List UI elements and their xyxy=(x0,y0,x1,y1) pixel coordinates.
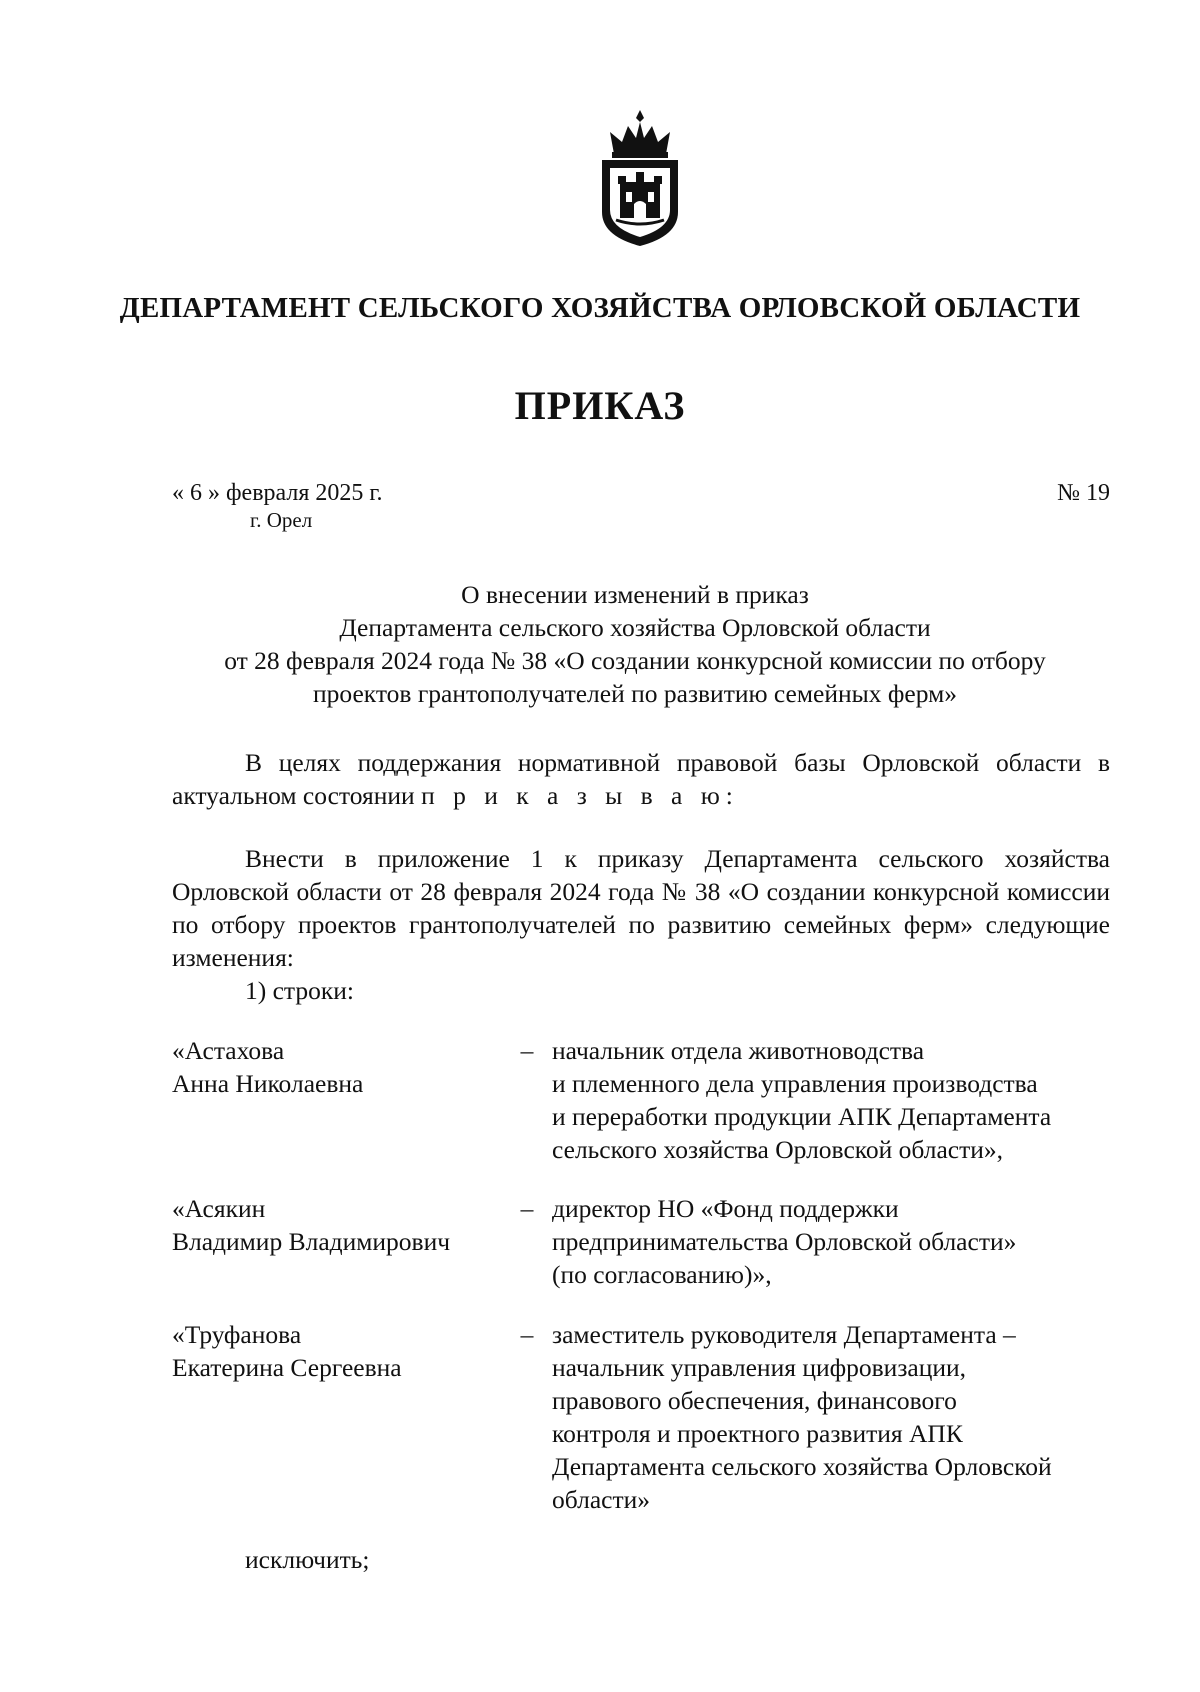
member-surname: «Асякин xyxy=(172,1194,266,1223)
main-paragraph xyxy=(172,842,1110,974)
separator-dash: – xyxy=(520,1320,534,1349)
department-name: ДЕПАРТАМЕНТ СЕЛЬСКОГО ХОЗЯЙСТВА ОРЛОВСКОЙ ОБЛАСТИ xyxy=(119,292,1081,324)
preamble-paragraph xyxy=(172,746,1110,812)
separator-dash: – xyxy=(520,1194,534,1223)
subject-line: Департамента сельского хозяйства Орловской области xyxy=(339,613,931,642)
member-role: заместитель руководителя Департамента – начальник управления цифровизации, правового обеспечения, финансового контроля и проектного развития АПК Департамента сельского хозяйства Орловской области» xyxy=(552,1320,1052,1514)
coat-of-arms-icon xyxy=(592,108,688,248)
document-type-title: ПРИКАЗ xyxy=(514,383,686,428)
member-given-name: Анна Николаевна xyxy=(172,1069,364,1098)
member-surname: «Труфанова xyxy=(172,1320,302,1349)
member-role: директор НО «Фонд поддержки предпринимательства Орловской области» (по согласованию)», xyxy=(552,1194,1017,1289)
main-text: Внести в приложение 1 к приказу Департамента сельского хозяйства Орловской области от 28 февраля 2024 года № 38 «О создании конкурсной комиссии по отбору проектов грантополучателей по развитию семейных ферм» следующие изменения: xyxy=(172,844,1110,972)
member-surname: «Астахова xyxy=(172,1036,285,1065)
preamble-text: В целях поддержания нормативной правовой базы Орловской области в актуальном состоянии xyxy=(172,748,1110,810)
order-subject xyxy=(160,578,1110,710)
item-1-label: 1) строки: xyxy=(245,976,355,1005)
member-given-name: Владимир Владимирович xyxy=(172,1227,451,1256)
member-given-name: Екатерина Сергеевна xyxy=(172,1353,402,1382)
order-city: г. Орел xyxy=(250,508,313,532)
subject-line: О внесении изменений в приказ xyxy=(461,580,809,609)
order-date: « 6 » февраля 2025 г. xyxy=(172,480,383,506)
exclude-text: исключить; xyxy=(245,1545,370,1574)
subject-line: проектов грантополучателей по развитию семейных ферм» xyxy=(313,679,957,708)
separator-dash: – xyxy=(520,1036,534,1065)
member-role: начальник отдела животноводства и племенного дела управления производства и переработки продукции АПК Департамента сельского хозяйства Орловской области», xyxy=(552,1036,1052,1164)
subject-line: от 28 февраля 2024 года № 38 «О создании конкурсной комиссии по отбору xyxy=(224,646,1046,675)
order-word: п р и к а з ы в а ю: xyxy=(421,781,739,810)
order-number: № 19 xyxy=(1057,480,1110,506)
